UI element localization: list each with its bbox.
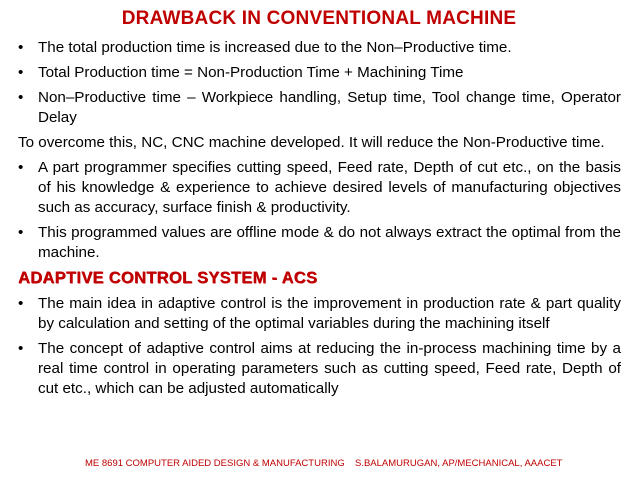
bullet-item bbox=[18, 63, 621, 83]
bullet-item bbox=[18, 223, 621, 263]
bullet-text: The total production time is increased due to the Non–Productive time. bbox=[38, 39, 512, 56]
bullet-item bbox=[18, 38, 621, 58]
bullet-text: Total Production time = Non-Production Time + Machining Time bbox=[38, 64, 464, 81]
bullet-item bbox=[18, 158, 621, 218]
bullet-item bbox=[18, 294, 621, 334]
bullet-text: The main idea in adaptive control is the improvement in production rate & part quality by calculation and setting of the optimal variables during the machining itself bbox=[38, 295, 621, 332]
footer-author: S.BALAMURUGAN, AP/MECHANICAL, AAACET bbox=[355, 458, 563, 469]
bullet-dot: • bbox=[18, 295, 24, 312]
bullet-text: A part programmer specifies cutting speed, Feed rate, Depth of cut etc., on the basis of his knowledge & experience to achieve desired levels of manufacturing objectives such as accuracy, surface finish & productivity. bbox=[38, 159, 621, 216]
bullet-text: This programmed values are offline mode & do not always extract the optimal from the machine. bbox=[38, 224, 621, 261]
bullet-dot: • bbox=[18, 340, 24, 357]
bullet-dot: • bbox=[18, 224, 24, 241]
paragraph: To overcome this, NC, CNC machine developed. It will reduce the Non-Productive time. bbox=[18, 134, 605, 151]
bullet-text: The concept of adaptive control aims at reducing the in-process machining time by a real time control in operating parameters such as cutting speed, Feed rate, Depth of cut etc., which can be adjusted automatically bbox=[38, 340, 621, 397]
slide-content bbox=[18, 38, 621, 404]
bullet-dot: • bbox=[18, 64, 24, 81]
bullet-dot: • bbox=[18, 159, 24, 176]
bullet-text: Non–Productive time – Workpiece handling, Setup time, Tool change time, Operator Delay bbox=[38, 89, 621, 126]
bullet-item bbox=[18, 339, 621, 399]
footer-course: ME 8691 COMPUTER AIDED DESIGN & MANUFACTURING bbox=[85, 458, 345, 469]
bullet-item bbox=[18, 88, 621, 128]
section-heading: ADAPTIVE CONTROL SYSTEM - ACS bbox=[18, 269, 318, 287]
bullet-dot: • bbox=[18, 89, 24, 106]
bullet-dot: • bbox=[18, 39, 24, 56]
slide-title: DRAWBACK IN CONVENTIONAL MACHINE bbox=[121, 8, 517, 29]
